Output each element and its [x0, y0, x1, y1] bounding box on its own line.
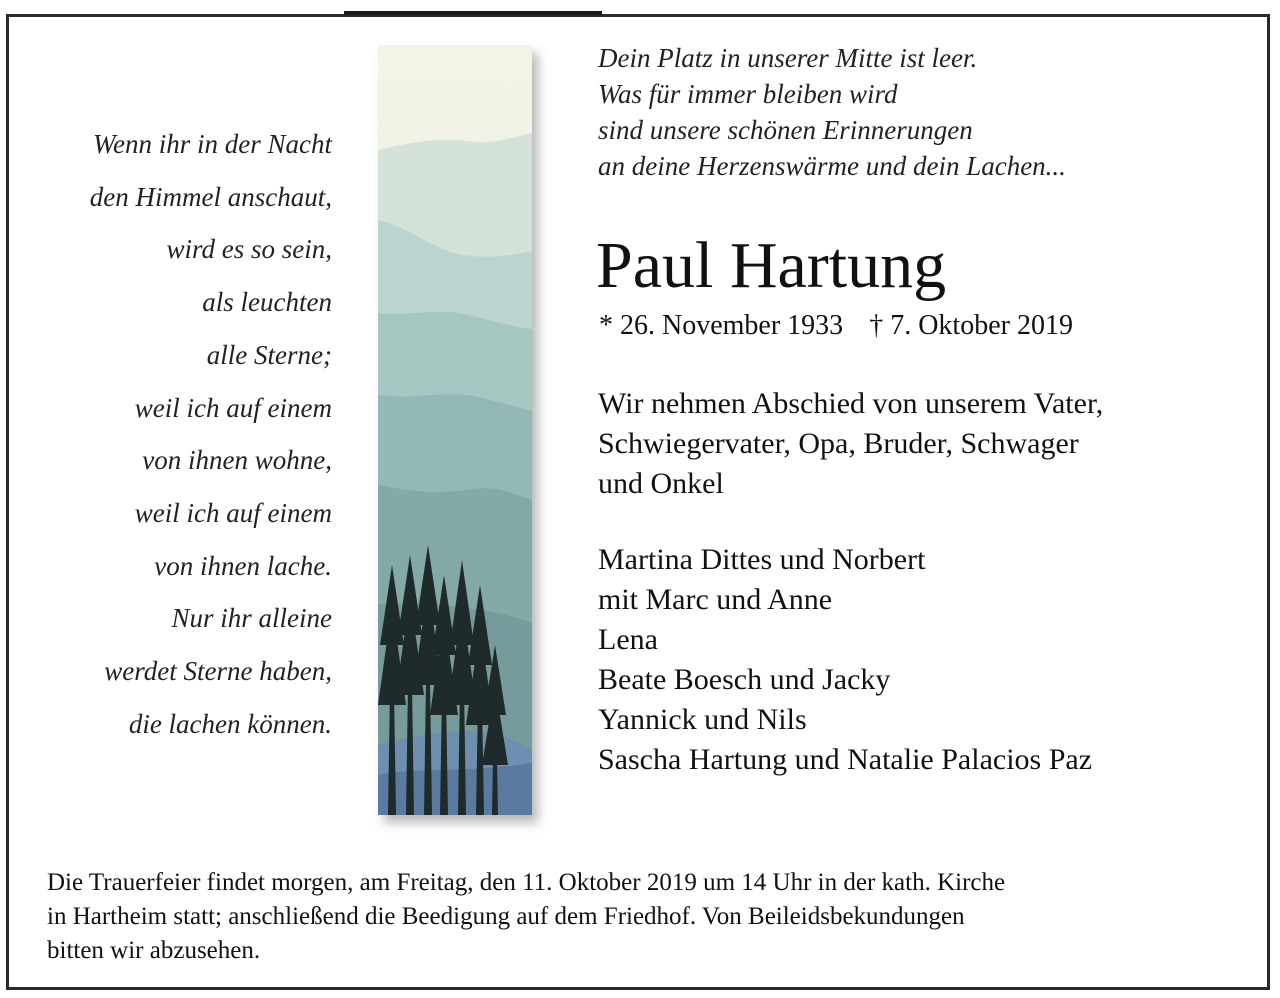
life-dates: [599, 308, 1073, 344]
mourner-line: Beate Boesch und Jacky: [598, 663, 891, 696]
poem-right-line: sind unsere schönen Erinnerungen: [598, 115, 973, 145]
poem-left-line: von ihnen lache.: [154, 550, 332, 581]
poem-left-line: wird es so sein,: [166, 234, 332, 265]
poem-left-line: alle Sterne;: [206, 339, 332, 370]
farewell-line: und Onkel: [598, 467, 724, 500]
poem-left-line: weil ich auf einem: [134, 497, 332, 528]
poem-left-line: werdet Sterne haben,: [104, 656, 332, 687]
deceased-name: Paul Hartung: [596, 229, 947, 302]
poem-left-line: den Himmel anschaut,: [89, 181, 332, 212]
funeral-info-line: Die Trauerfeier findet morgen, am Freitag, den 11. Oktober 2019 um 14 Uhr in der kath. Kirche: [47, 869, 1006, 896]
mourner-line: Sascha Hartung und Natalie Palacios Paz: [598, 743, 1093, 776]
farewell-line: Schwiegervater, Opa, Bruder, Schwager: [598, 427, 1079, 460]
mourners-list: [598, 540, 1258, 780]
birth-date: * 26. November 1933: [599, 310, 844, 341]
poem-left-line: Wenn ihr in der Nacht: [93, 129, 332, 159]
mourner-line: mit Marc und Anne: [598, 583, 833, 616]
poem-right: [598, 40, 1238, 184]
poem-right-line: Was für immer bleiben wird: [598, 79, 898, 109]
funeral-info-line: bitten wir abzusehen.: [47, 937, 261, 964]
poem-left-line: als leuchten: [202, 287, 332, 318]
funeral-info: [47, 866, 1247, 968]
death-date: † 7. Oktober 2019: [869, 310, 1073, 341]
poem-right-line: an deine Herzenswärme und dein Lachen...: [598, 151, 1066, 181]
farewell-text: [598, 384, 1258, 504]
mourner-line: Lena: [598, 623, 658, 656]
poem-left-line: weil ich auf einem: [134, 392, 332, 423]
poem-left-line: die lachen können.: [128, 708, 332, 739]
poem-left-line: von ihnen wohne,: [142, 445, 332, 476]
poem-left-line: Nur ihr alleine: [171, 603, 332, 634]
funeral-info-line: in Hartheim statt; anschließend die Beedigung auf dem Friedhof. Von Beileidsbekundungen: [47, 903, 965, 930]
forest-landscape-image: [378, 45, 532, 815]
poem-left: [30, 118, 332, 750]
farewell-line: Wir nehmen Abschied von unserem Vater,: [598, 387, 1104, 420]
poem-right-line: Dein Platz in unserer Mitte ist leer.: [598, 43, 978, 73]
mourner-line: Yannick und Nils: [598, 703, 807, 736]
mourner-line: Martina Dittes und Norbert: [598, 543, 926, 576]
top-rule: [344, 11, 602, 15]
